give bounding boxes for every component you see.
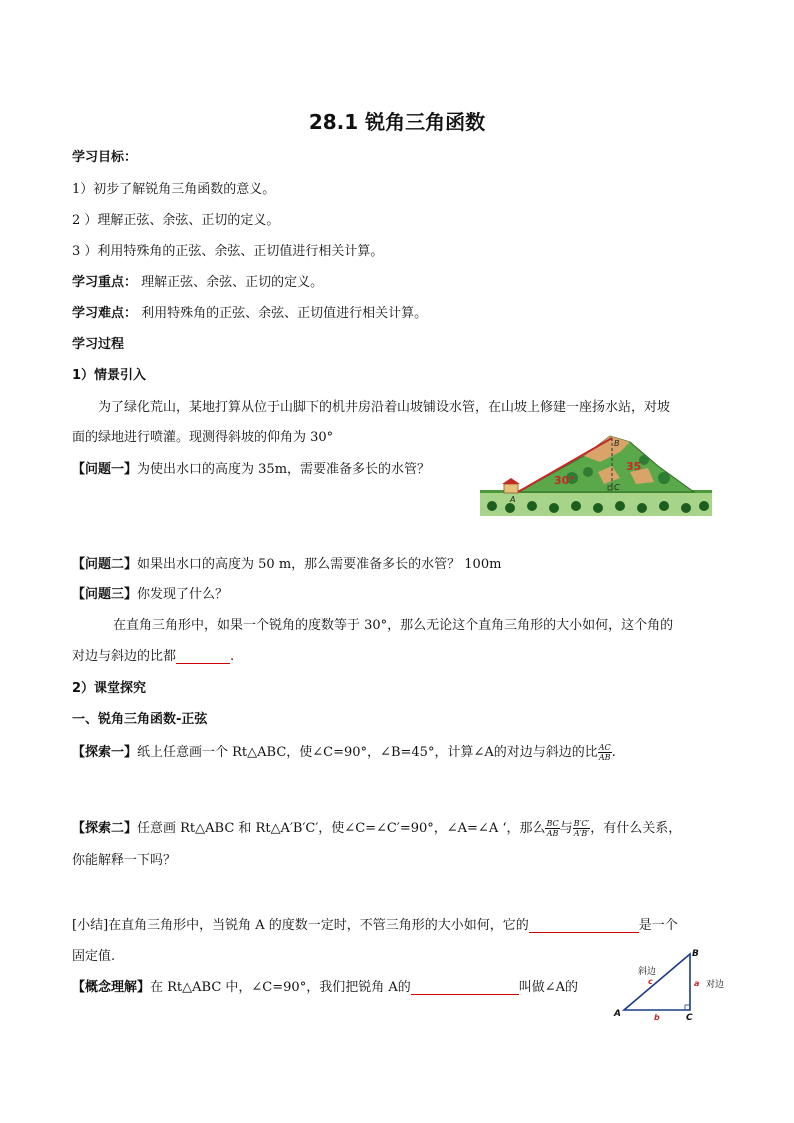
opposite-label: 对边 (706, 980, 725, 990)
question-1 (72, 458, 430, 477)
vertex-b-label: B (692, 949, 699, 959)
summary-end: 是一个 (638, 918, 678, 933)
goal-item-2: 2 ）理解正弦、余弦、正切的定义。 (72, 213, 280, 228)
summary-text: [小结]在直角三角形中，当锐角 A 的度数一定时，不管三角形的大小如何，它的 (72, 918, 529, 933)
key-point-label: 学习重点： (72, 275, 138, 290)
goal-item-1: 1）初步了解锐角三角函数的意义。 (72, 182, 276, 197)
question-1-label: 【问题一】 (72, 462, 138, 477)
key-point-text: 理解正弦、余弦、正切的定义。 (141, 275, 324, 290)
explore-2-text: 任意画 Rt△ABC 和 Rt△A′B′C′，使∠C=∠C′=90°，∠A=∠A ‘，那么 (137, 821, 546, 836)
explore-1 (72, 741, 616, 762)
summary-line-1 (72, 914, 678, 933)
explore-2-mid: 与 (559, 821, 573, 836)
goals-heading: 学习目标： (72, 150, 138, 165)
difficulty-label: 学习难点： (72, 306, 138, 321)
question-1-text: 为使出水口的高度为 35m，需要准备多长的水管？ (137, 462, 431, 477)
explore-2-end: ，有什么关系， (590, 821, 682, 836)
discover-line-1: 在直角三角形中，如果一个锐角的度数等于 30°，那么无论这个直角三角形的大小如何，这个角的 (113, 618, 674, 633)
point-b-label: B (614, 439, 620, 448)
side-b-label: b (654, 1013, 660, 1022)
mountain-figure (480, 432, 712, 516)
intro-para-1: 为了绿化荒山，某地打算从位于山脚下的机井房沿着山坡铺设水管，在山坡上修建一座扬水站，对坡 (98, 400, 671, 415)
fraction-ac-ab: $\frac{AC}{AB}$ (598, 743, 611, 762)
question-3-label: 【问题三】 (72, 587, 138, 602)
pump-house-roof (502, 478, 520, 484)
concept (72, 976, 578, 995)
point-c-label: C (614, 483, 620, 492)
hypotenuse-label: 斜边 (638, 967, 657, 977)
question-2-text: 如果出水口的高度为 50 m，那么需要准备多长的水管？ 100m (137, 557, 502, 572)
explore-2-line-2: 你能解释一下吗？ (72, 853, 177, 868)
intro-heading: 1）情景引入 (72, 368, 147, 383)
discover-end: . (230, 649, 235, 664)
summary-blank[interactable] (529, 918, 639, 933)
height-label: 35 (626, 460, 642, 473)
point-a-label: A (510, 495, 516, 504)
concept-mid: 叫做∠A的 (518, 980, 578, 995)
vertex-a-label: A (614, 1009, 621, 1019)
bush (658, 472, 670, 484)
fraction-bc-ab: $\frac{BC}{AB}$ (546, 819, 559, 838)
page-title: 28.1 锐角三角函数 (308, 110, 486, 134)
explore-1-text: 纸上任意画一个 Rt△ABC，使∠C=90°，∠B=45°，计算∠A的对边与斜边的比 (137, 745, 598, 760)
angle-label: 30° (554, 474, 575, 487)
side-c-label: c (648, 977, 653, 986)
explore-1-label: 【探索一】 (72, 745, 138, 760)
side-a-label: a (694, 979, 700, 988)
discover-line-2 (72, 645, 234, 664)
pump-house (504, 484, 518, 493)
fraction-bc-ab-prime: $\frac{B'C'}{A'B'}$ (573, 819, 590, 838)
explore-2 (72, 817, 681, 838)
discover-text: 对边与斜边的比都 (72, 649, 177, 664)
question-2-label: 【问题二】 (72, 557, 138, 572)
explore-2-label: 【探索二】 (72, 821, 138, 836)
intro-para-2: 面的绿地进行喷灌。现测得斜坡的仰角为 30° (72, 430, 334, 445)
vertex-c-label: C (686, 1013, 693, 1023)
triangle-abc (624, 954, 690, 1010)
right-triangle-figure (610, 944, 734, 1024)
difficulty (72, 302, 427, 321)
explore-1-end: . (611, 745, 616, 760)
answer-blank[interactable] (176, 649, 230, 664)
goal-item-3: 3 ）利用特殊角的正弦、余弦、正切值进行相关计算。 (72, 244, 384, 259)
question-3-text: 你发现了什么？ (137, 587, 229, 602)
concept-label: 【概念理解】 (72, 980, 151, 995)
question-3 (72, 583, 228, 602)
summary-line-2: 固定值. (72, 949, 116, 964)
process-heading: 学习过程 (72, 337, 125, 352)
difficulty-text: 利用特殊角的正弦、余弦、正切值进行相关计算。 (141, 306, 428, 321)
key-point (72, 271, 323, 290)
question-2 (72, 553, 501, 572)
concept-blank[interactable] (411, 980, 519, 995)
bush (583, 467, 593, 477)
section-sine-heading: 一、锐角三角函数-正弦 (72, 712, 208, 727)
explore-heading: 2）课堂探究 (72, 681, 147, 696)
concept-text: 在 Rt△ABC 中，∠C=90°，我们把锐角 A的 (150, 980, 411, 995)
